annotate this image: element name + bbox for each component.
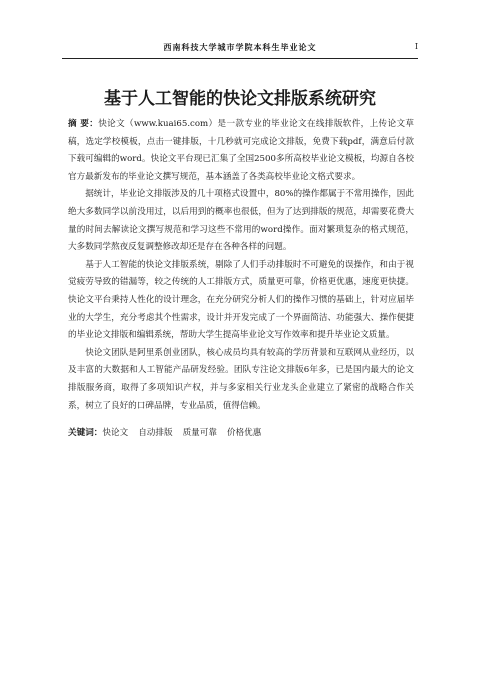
keyword: 质量可靠 — [182, 428, 217, 439]
keyword: 自动排版 — [138, 428, 173, 439]
keyword: 快论文 — [102, 428, 129, 439]
keywords-label: 关键词： — [68, 428, 103, 439]
body-paragraph-3: 快论文团队是阿里系创业团队，核心成员均具有较高的学历背景和互联网从业经历，以及丰富的大数据和人工智能产品研发经验。团队专注论文排版6年多，已是国内最大的论文排版服务商，取得了多项知识产权，并与多家相关行业龙头企业建立了紧密的战略合作关系，树立了良好的口碑品牌，专业品质，值得信赖。 — [68, 347, 414, 411]
body-paragraph-2: 基于人工智能的快论文排版系统，剔除了人们手动排版时不可避免的误操作，和由于视觉疲劳导致的错漏等，较之传统的人工排版方式，质量更可靠，价格更优惠，速度更快捷。快论文平台秉持人性化的设计理念，在充分研究分析人们的操作习惯的基础上，针对应届毕业的大学生，充分考虑其个性需求，设计并开发完成了一个界面简洁、功能强大、操作便捷的毕业论文排版和编辑系统，帮助大学生提高毕业论文写作效率和提升毕业论文质量。 — [68, 259, 414, 341]
abstract-text: 快论文（www.kuai65.com）是一款专业的毕业论文在线排版软件，上传论文草稿，选定学校模板，点击一键排版，十几秒就可完成论文排版，免费下载pdf，满意后付款下载可编辑的word。快论文平台现已汇集了全国2500多所高校毕业论文模板，均源自各校官方最新发布的毕业论文撰写规范，基本涵盖了各类高校毕业论文格式要求。 — [68, 119, 414, 182]
header-title: 西南科技大学城市学院本科生毕业论文 — [163, 42, 317, 52]
abstract-body — [68, 116, 414, 443]
page-number: I — [414, 42, 418, 51]
paper-title: 基于人工智能的快论文排版系统研究 — [104, 89, 376, 109]
abstract-label: 摘 要： — [68, 119, 99, 129]
abstract-paragraph — [68, 116, 414, 186]
keyword: 价格优惠 — [226, 428, 262, 439]
keywords-line — [68, 425, 414, 443]
running-header — [62, 42, 418, 59]
body-paragraph-1: 据统计，毕业论文排版涉及的几十项格式设置中，80%的操作都属于不常用操作，因此绝大多数同学以前没用过，以后用到的概率也很低，但为了达到排版的规范，却需要花费大量的时间去解读论文撰写规范和学习这些不常用的word操作。面对繁琐复杂的格式规范，大多数同学熬夜反复调整修改却还是存在各种各样的问题。 — [68, 189, 414, 253]
